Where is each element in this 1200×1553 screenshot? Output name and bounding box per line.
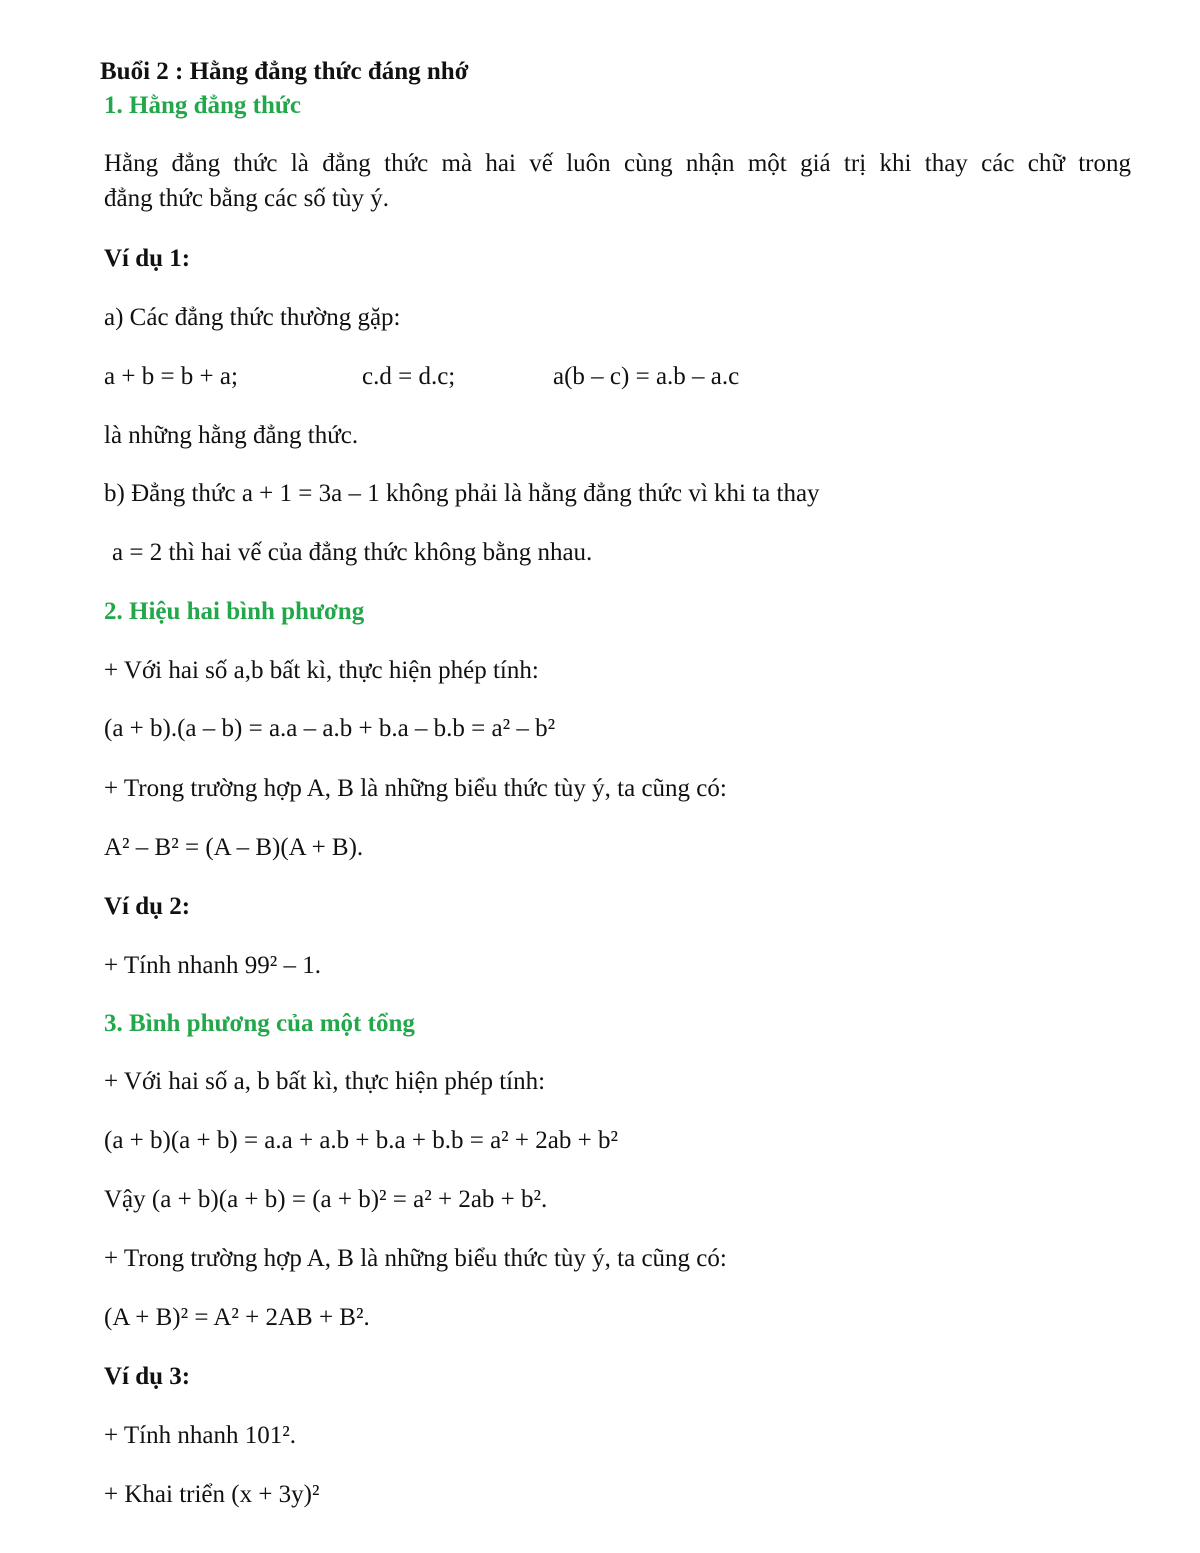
section-1-definition-line-2: đẳng thức bằng các số tùy ý. [104, 185, 389, 212]
section-3-calculation: (a + b)(a + b) = a.a + a.b + b.a + b.b = a² + 2ab + b² [104, 1127, 618, 1154]
section-1-heading: 1. Hằng đẳng thức [104, 92, 301, 119]
section-3-conclusion: Vậy (a + b)(a + b) = (a + b)² = a² + 2ab + b². [104, 1186, 548, 1213]
example-2-task: + Tính nhanh 99² – 1. [104, 952, 321, 979]
section-2-calculation: (a + b).(a – b) = a.a – a.b + b.a – b.b = a² – b² [104, 715, 556, 742]
section-1-definition-line-1: Hằng đẳng thức là đẳng thức mà hai vế luôn cùng nhận một giá trị khi thay các chữ trong [104, 150, 1131, 177]
example-3-label: Ví dụ 3: [104, 1363, 191, 1390]
example-3-task-2: + Khai triển (x + 3y)² [104, 1481, 320, 1508]
section-3-general-case: + Trong trường hợp A, B là những biểu thức tùy ý, ta cũng có: [104, 1245, 727, 1272]
example-1-equation-3: a(b – c) = a.b – a.c [553, 363, 740, 390]
example-1-part-b-line-1: b) Đẳng thức a + 1 = 3a – 1 không phải là hằng đẳng thức vì khi ta thay [104, 480, 820, 507]
section-3-heading: 3. Bình phương của một tổng [104, 1010, 415, 1037]
section-3-intro: + Với hai số a, b bất kì, thực hiện phép tính: [104, 1068, 546, 1095]
example-1-part-a: a) Các đẳng thức thường gặp: [104, 304, 401, 331]
example-1-part-b-line-2: a = 2 thì hai vế của đẳng thức không bằng nhau. [112, 539, 593, 566]
example-1-part-a-conclusion: là những hằng đẳng thức. [104, 422, 359, 449]
section-2-formula: A² – B² = (A – B)(A + B). [104, 834, 364, 861]
example-1-label: Ví dụ 1: [104, 245, 191, 272]
document-title: Buổi 2 : Hằng đẳng thức đáng nhớ [100, 58, 469, 85]
section-3-formula: (A + B)² = A² + 2AB + B². [104, 1304, 370, 1331]
section-2-intro: + Với hai số a,b bất kì, thực hiện phép tính: [104, 657, 539, 684]
section-2-heading: 2. Hiệu hai bình phương [104, 598, 365, 625]
example-1-equation-1: a + b = b + a; [104, 363, 238, 390]
section-2-general-case: + Trong trường hợp A, B là những biểu thức tùy ý, ta cũng có: [104, 775, 727, 802]
example-1-equation-2: c.d = d.c; [362, 363, 456, 390]
example-2-label: Ví dụ 2: [104, 893, 191, 920]
example-3-task-1: + Tính nhanh 101². [104, 1422, 296, 1449]
